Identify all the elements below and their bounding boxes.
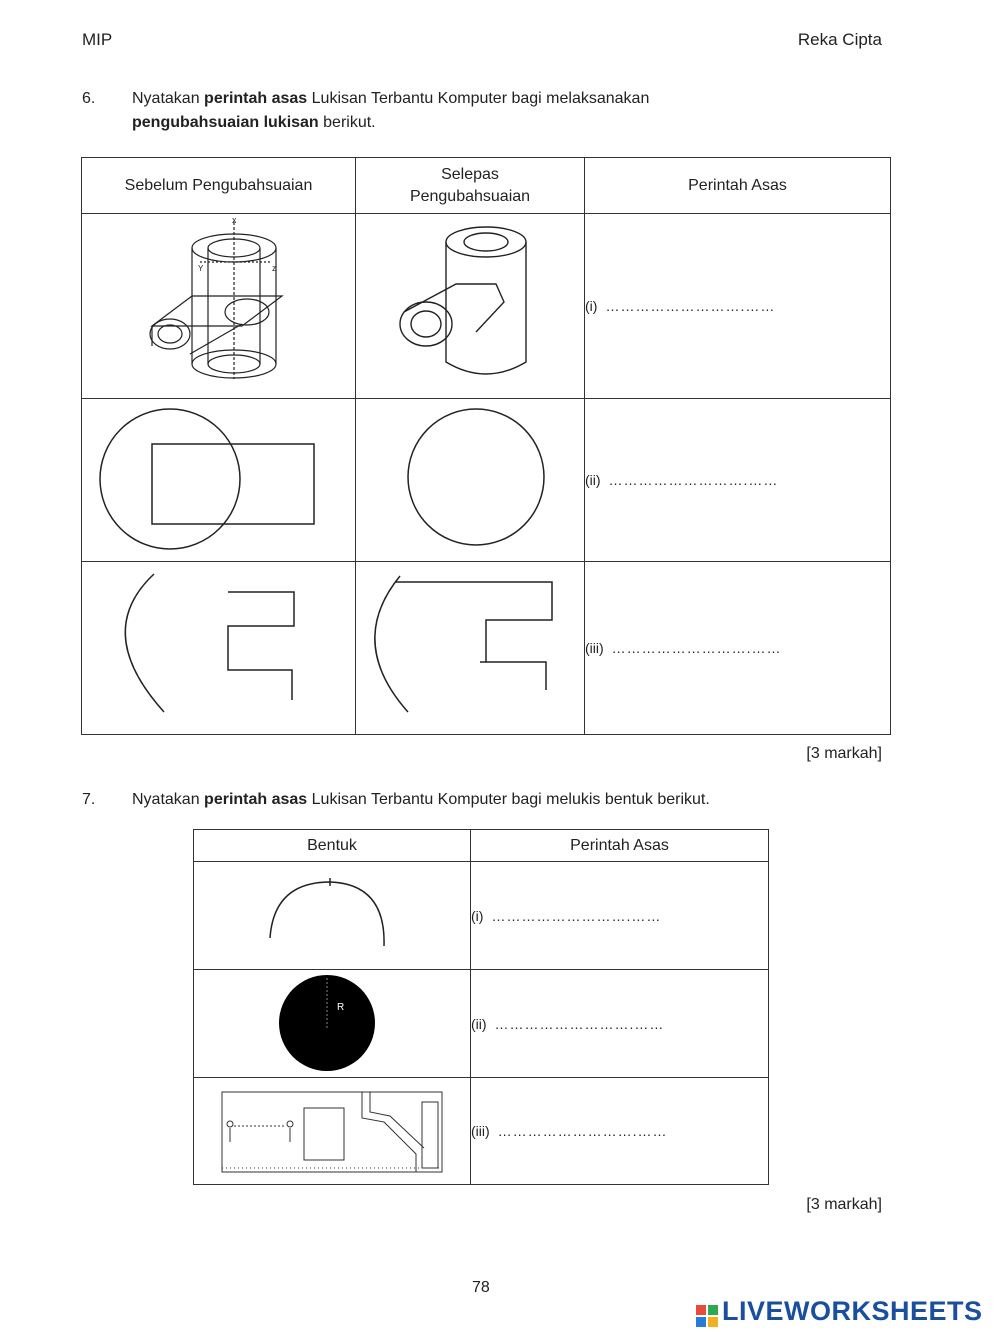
header-left: MIP — [82, 30, 113, 49]
q7-answer-iii[interactable]: (iii) ……………………….…… — [471, 1078, 769, 1185]
q7-answer-ii[interactable]: (ii) ……………………….…… — [471, 970, 769, 1078]
q7-shape-arc — [194, 862, 471, 970]
radius-label: R — [337, 1002, 345, 1013]
q7-number: 7. — [82, 791, 96, 808]
circle-figure — [356, 399, 584, 561]
q6-marks: [3 markah] — [806, 745, 882, 762]
q7-shape-diagram — [194, 1078, 471, 1185]
trimmed-arc-lines-figure — [356, 562, 584, 734]
arc-shape-figure — [194, 862, 470, 969]
q6-number: 6. — [82, 90, 96, 107]
q7-text: Nyatakan perintah asas Lukisan Terbantu Komputer bagi melukis bentuk berikut. — [132, 791, 710, 808]
q6-before-arc-lines — [82, 562, 356, 735]
q7-col-command: Perintah Asas — [471, 830, 769, 862]
q6-col-before: Sebelum Pengubahsuaian — [82, 158, 356, 214]
q6-before-cylinder — [82, 214, 356, 399]
circle-rectangle-figure — [82, 399, 355, 561]
svg-text:z: z — [272, 264, 276, 273]
q7-shape-filled-circle — [194, 970, 471, 1078]
q6-col-command: Perintah Asas — [585, 158, 891, 214]
header-right: Reka Cipta — [797, 30, 882, 49]
liveworksheets-logo-icon — [696, 1305, 718, 1327]
filled-circle-figure — [194, 970, 470, 1077]
svg-text:Y: Y — [198, 264, 204, 273]
q6-after-cylinder — [356, 214, 585, 399]
q6-table — [81, 157, 891, 735]
svg-text:x: x — [232, 215, 237, 225]
q6-text: Nyatakan perintah asas Lukisan Terbantu Komputer bagi melaksanakan pengubahsuaian lukisan berikut. — [132, 90, 650, 131]
q7-answer-i[interactable]: (i) ……………………….…… — [471, 862, 769, 970]
q7-marks: [3 markah] — [806, 1196, 882, 1213]
q6-after-circle — [356, 399, 585, 562]
liveworksheets-brand — [696, 1296, 983, 1327]
cylinder-tee-wireframe-figure — [82, 214, 355, 398]
q6-after-arc-lines — [356, 562, 585, 735]
q7-table — [193, 829, 769, 1185]
q6-answer-ii[interactable]: (ii) ……………………….…… — [585, 399, 891, 562]
q6-before-circle-rect — [82, 399, 356, 562]
mechanical-drawing-figure — [194, 1078, 470, 1184]
brand-text: LIVEWORKSHEETS — [722, 1296, 983, 1326]
page-number: 78 — [472, 1279, 490, 1296]
q6-col-after: Selepas Pengubahsuaian — [356, 158, 585, 214]
q6-answer-iii[interactable]: (iii) ……………………….…… — [585, 562, 891, 735]
arc-lines-figure — [82, 562, 355, 734]
q7-col-shape: Bentuk — [194, 830, 471, 862]
cylinder-tee-solid-figure — [356, 214, 584, 398]
q6-answer-i[interactable]: (i) ……………………….…… — [585, 214, 891, 399]
